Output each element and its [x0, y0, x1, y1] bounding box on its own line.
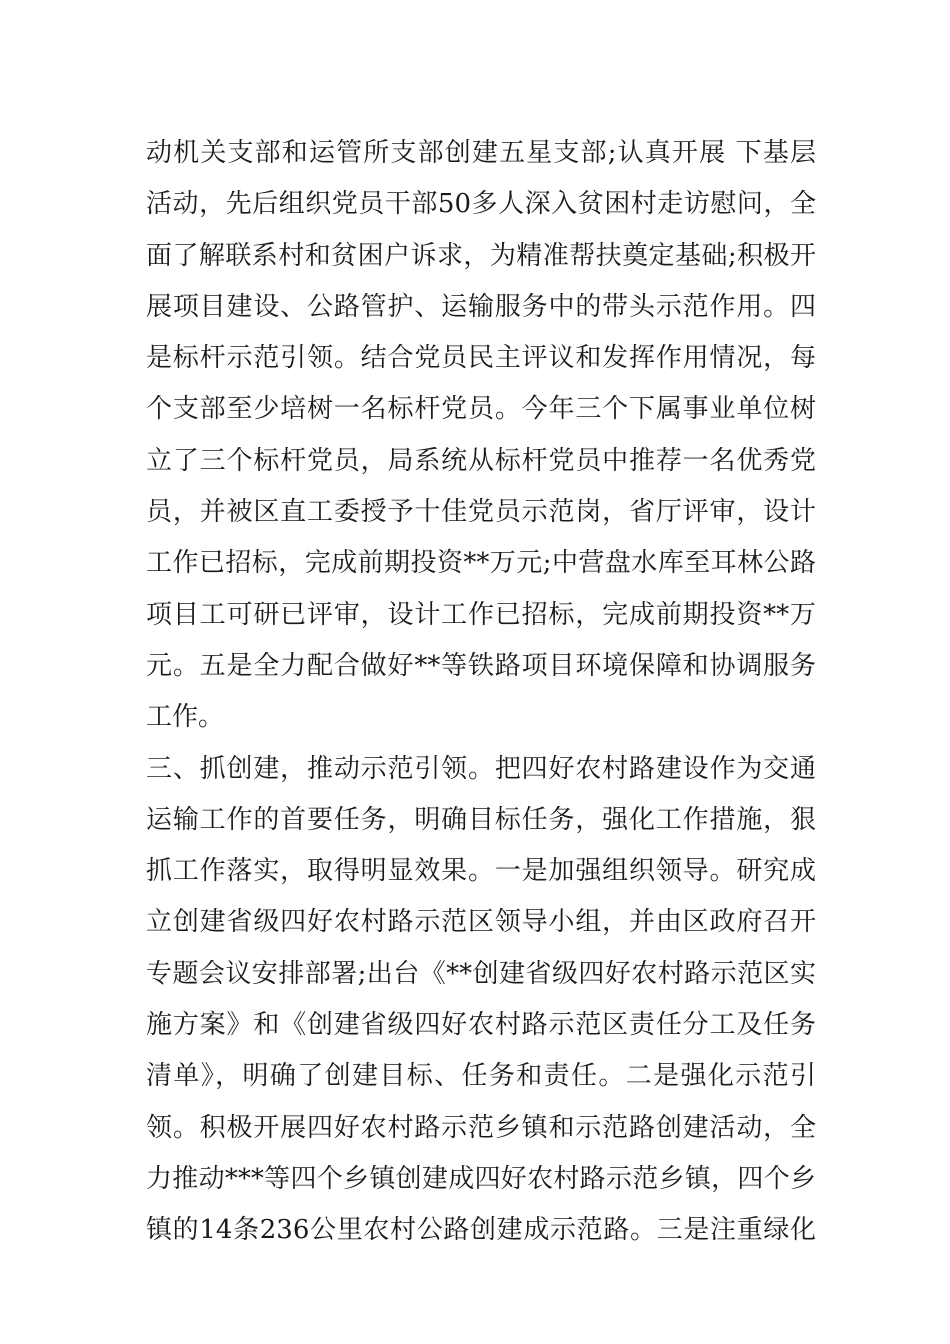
text-line: 专题会议安排部署;出台《**创建省级四好农村路示范区实 [146, 958, 816, 989]
text-line: 元。五是全力配合做好**等铁路项目环境保障和协调服务 [146, 650, 816, 681]
body-text [146, 128, 816, 1257]
text-line: 个支部至少培树一名标杆党员。今年三个下属事业单位树 [146, 394, 816, 425]
text-line: 清单》，明确了创建目标、任务和责任。二是强化示范引 [146, 1061, 816, 1092]
text-line: 展项目建设、公路管护、运输服务中的带头示范作用。四 [146, 291, 816, 322]
text-line: 动机关支部和运管所支部创建五星支部;认真开展 下基层 [146, 138, 816, 168]
text-line: 活动，先后组织党员干部50多人深入贫困村走访慰问，全 [146, 189, 816, 220]
text-line: 领。积极开展四好农村路示范乡镇和示范路创建活动，全 [146, 1112, 816, 1143]
text-line: 工作。 [146, 702, 225, 733]
text-line: 项目工可研已评审，设计工作已招标，完成前期投资**万 [146, 599, 816, 630]
text-line: 立了三个标杆党员，局系统从标杆党员中推荐一名优秀党 [146, 445, 816, 476]
text-line: 运输工作的首要任务，明确目标任务，强化工作措施，狠 [146, 804, 816, 835]
text-line: 员，并被区直工委授予十佳党员示范岗，省厅评审，设计 [146, 497, 816, 528]
text-line: 三、抓创建，推动示范引领。把四好农村路建设作为交通 [146, 753, 816, 784]
text-line: 立创建省级四好农村路示范区领导小组，并由区政府召开 [146, 907, 816, 938]
text-line: 是标杆示范引领。结合党员民主评议和发挥作用情况，每 [146, 343, 816, 374]
text-line: 力推动***等四个乡镇创建成四好农村路示范乡镇，四个乡 [146, 1163, 816, 1194]
text-line: 面了解联系村和贫困户诉求，为精准帮扶奠定基础;积极开 [146, 240, 816, 271]
text-line: 工作已招标，完成前期投资**万元;中营盘水库至耳林公路 [146, 548, 816, 579]
text-line: 抓工作落实，取得明显效果。一是加强组织领导。研究成 [146, 856, 816, 887]
text-line: 施方案》和《创建省级四好农村路示范区责任分工及任务 [146, 1010, 816, 1041]
text-line: 镇的14条236公里农村公路创建成示范路。三是注重绿化 [146, 1215, 816, 1246]
